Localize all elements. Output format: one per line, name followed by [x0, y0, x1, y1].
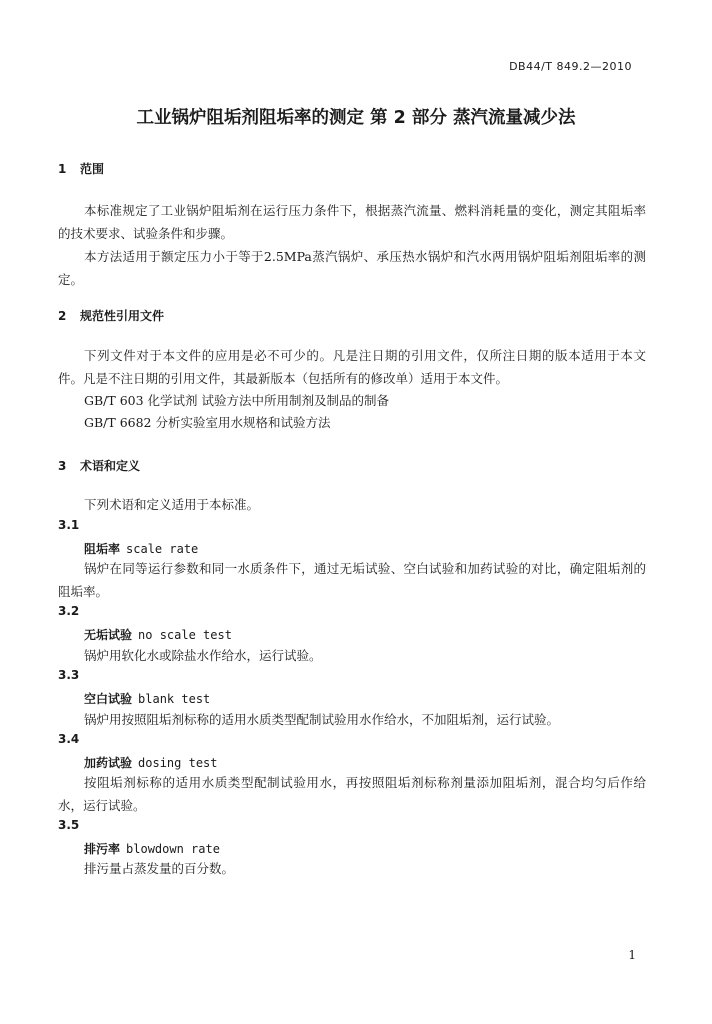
- term-heading: [84, 540, 198, 557]
- term-en: scale rate: [126, 542, 199, 556]
- term-definition: 锅炉在同等运行参数和同一水质条件下，通过无垢试验、空白试验和加药试验的对比，确定阻垢剂的阻垢率。: [58, 561, 646, 599]
- section-1-paragraph-1: 本标准规定了工业锅炉阻垢剂在运行压力条件下，根据蒸汽流量、燃料消耗量的变化，测定其阻垢率的技术要求、试验条件和步骤。: [58, 203, 646, 241]
- section-3-title: 术语和定义: [80, 459, 141, 473]
- section-2-title: 规范性引用文件: [80, 309, 165, 323]
- document-title: 工业锅炉阻垢剂阻垢率的测定 第 2 部分 蒸汽流量减少法: [136, 108, 576, 128]
- term-heading: [84, 690, 210, 707]
- term-heading: [84, 840, 220, 857]
- term-definition: 锅炉用按照阻垢剂标称的适用水质类型配制试验用水作给水，不加阻垢剂，运行试验。: [84, 712, 560, 727]
- section-3-heading: [58, 457, 140, 474]
- term-number: 3.4: [58, 732, 80, 746]
- section-3-number: 3: [58, 459, 67, 473]
- section-2-number: 2: [58, 309, 67, 323]
- term-zh: 加药试验: [84, 756, 133, 770]
- section-1-heading: [58, 160, 104, 177]
- term-number: 3.5: [58, 818, 80, 832]
- term-number: 3.1: [58, 518, 80, 532]
- section-1-number: 1: [58, 162, 67, 176]
- term-zh: 阻垢率: [84, 542, 121, 556]
- section-1-title: 范围: [80, 162, 105, 176]
- term-zh: 无垢试验: [84, 628, 133, 642]
- term-en: blank test: [138, 692, 211, 706]
- term-definition: 锅炉用软化水或除盐水作给水，运行试验。: [84, 648, 322, 663]
- term-en: dosing test: [138, 756, 218, 770]
- term-number: 3.2: [58, 604, 80, 618]
- section-2-heading: [58, 307, 164, 324]
- page-number: 1: [628, 948, 636, 962]
- term-definition: 排污量占蒸发量的百分数。: [84, 861, 235, 876]
- document-code: DB44/T 849.2—2010: [509, 60, 632, 73]
- term-zh: 空白试验: [84, 692, 133, 706]
- term-en: blowdown rate: [126, 842, 220, 856]
- reference-gbt-603: GB/T 603 化学试剂 试验方法中所用制剂及制品的制备: [84, 393, 389, 408]
- section-1-paragraph-2: 本方法适用于额定压力小于等于2.5MPa蒸汽锅炉、承压热水锅炉和汽水两用锅炉阻垢剂阻垢率的测定。: [58, 249, 646, 287]
- term-heading: [84, 626, 232, 643]
- section-3-intro: 下列术语和定义适用于本标准。: [84, 497, 260, 512]
- term-heading: [84, 754, 218, 771]
- term-zh: 排污率: [84, 842, 121, 856]
- reference-gbt-6682: GB/T 6682 分析实验室用水规格和试验方法: [84, 415, 331, 430]
- term-en: no scale test: [138, 628, 232, 642]
- term-definition: 按阻垢剂标称的适用水质类型配制试验用水，再按照阻垢剂标称剂量添加阻垢剂，混合均匀后作给水，运行试验。: [58, 775, 646, 813]
- section-2-paragraph-1: 下列文件对于本文件的应用是必不可少的。凡是注日期的引用文件，仅所注日期的版本适用于本文件。凡是不注日期的引用文件，其最新版本（包括所有的修改单）适用于本文件。: [58, 348, 646, 386]
- term-number: 3.3: [58, 668, 80, 682]
